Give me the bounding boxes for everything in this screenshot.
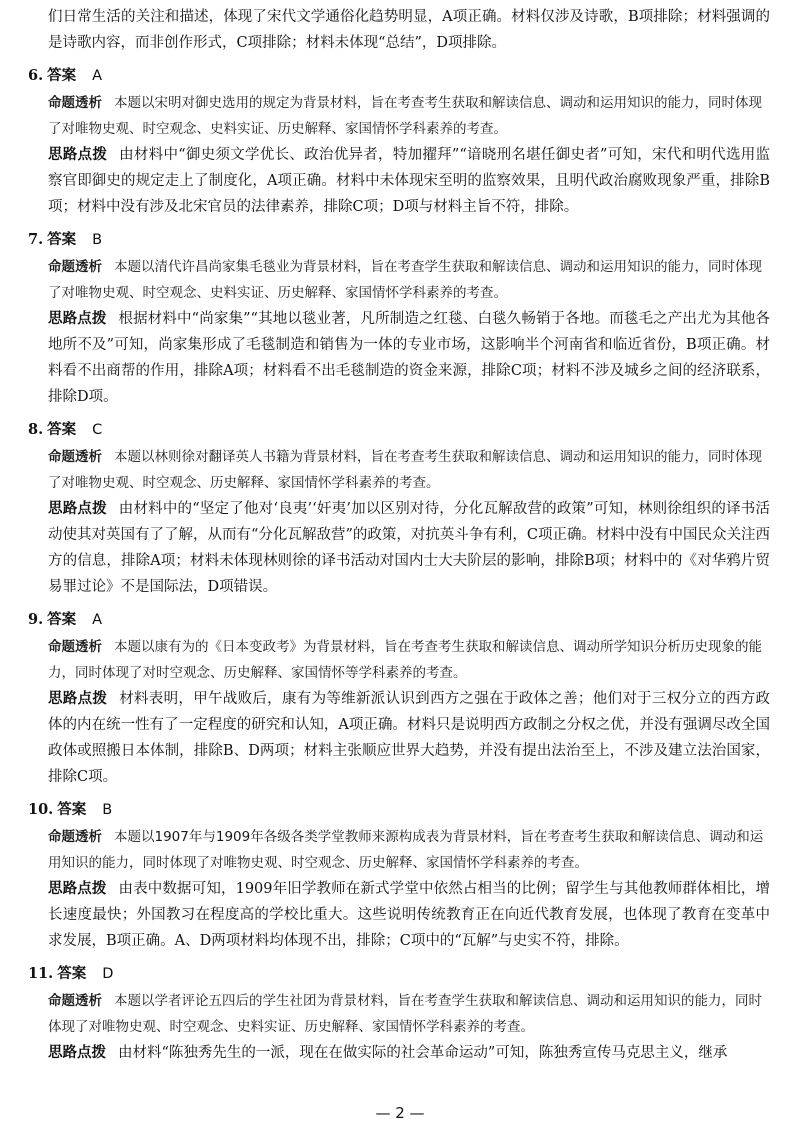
analysis-text: 本题以学者评论五四后的学生社团为背景材料，旨在考查学生获取和解读信息、调动和运用知识的能力，同时体现了对唯物史观、时空观念、史料实证、历史解释、家国情怀学科素养的考查。 (48, 993, 762, 1035)
hint-paragraph (48, 1040, 770, 1066)
analysis-paragraph (48, 90, 770, 142)
analysis-text: 本题以清代许昌尚家集毛毯业为背景材料，旨在考查学生获取和解读信息、调动和运用知识的能力，同时体现了对唯物史观、时空观念、史料实证、历史解释、家国情怀学科素养的考查。 (48, 259, 762, 301)
hint-text: 材料表明，甲午战败后，康有为等维新派认识到西方之强在于政体之善；他们对于三权分立的西方政体的内在统一性有了一定程度的研究和认知，A项正确。材料只是说明西方政制之分权之优，并没有强调尽改全国政体或照搬日本体制，排除B、D两项；材料主张顺应世界大趋势，并没有提出法治至上，不涉及建立法治国家，排除C项。 (48, 691, 771, 785)
question-list (28, 64, 771, 1066)
analysis-label: 命题透析 (48, 449, 102, 465)
answer-choice: B (102, 802, 113, 818)
answer-label: 答案 (47, 612, 77, 628)
answer-choice: A (92, 612, 103, 628)
analysis-text: 本题以1907年与1909年各级各类学堂教师来源构成表为背景材料，旨在考查考生获取和解读信息、调动和运用知识的能力，同时体现了对唯物史观、时空观念、历史解释、家国情怀学科素养的考查。 (48, 829, 764, 871)
hint-label: 思路点拨 (48, 311, 107, 327)
answer-label: 答案 (47, 68, 77, 84)
analysis-paragraph (48, 254, 770, 306)
hint-text: 由材料中的“坚定了他对‘良夷’‘奸夷’加以区别对待，分化瓦解敌营的政策”可知，林则徐组织的译书活动使其对英国有了了解，从而有“分化瓦解敌营”的政策，对抗英斗争有利，C项正确。材料中没有中国民众关注西方的信息，排除A项；材料未体现林则徐的译书活动对国内士大夫阶层的影响，排除B项；材料中的《对华鸦片贸易罪过论》不是国际法，D项错误。 (48, 501, 770, 595)
question-number: 7. (28, 231, 44, 248)
analysis-label: 命题透析 (48, 639, 102, 655)
answer-label: 答案 (47, 232, 77, 248)
question-block (28, 798, 770, 954)
hint-text: 由材料“陈独秀先生的一派，现在在做实际的社会革命运动”可知，陈独秀宣传马克思主义，继承 (118, 1045, 728, 1061)
hint-text: 由材料中“御史须文学优长、政治优异者，特加擢拜”“谙晓刑名堪任御史者”可知，宋代和明代选用监察官即御史的规定走上了制度化，A项正确。材料中未体现宋至明的监察效果，且明代政治腐败现象严重，排除B项；材料中没有涉及北宋官员的法律素养，排除C项；D项与材料主旨不符，排除。 (48, 147, 771, 215)
analysis-label: 命题透析 (48, 259, 102, 275)
hint-paragraph (48, 876, 770, 954)
hint-paragraph (48, 142, 770, 220)
question-number: 8. (28, 421, 44, 438)
answer-label: 答案 (57, 966, 87, 982)
hint-label: 思路点拨 (48, 881, 107, 897)
hint-paragraph (48, 306, 770, 410)
answer-label: 答案 (47, 422, 77, 438)
hint-label: 思路点拨 (48, 501, 107, 517)
answer-label: 答案 (57, 802, 87, 818)
hint-text: 由表中数据可知，1909年旧学教师在新式学堂中依然占相当的比例；留学生与其他教师群体相比，增长速度最快；外国教习在程度高的学校比重大。这些说明传统教育正在向近代教育发展，也体现了教育在变革中求发展，B项正确。A、D两项材料均体现不出，排除；C项中的“瓦解”与史实不符，排除。 (48, 881, 770, 949)
question-number: 11. (28, 965, 54, 982)
question-header (28, 418, 770, 442)
question-block (28, 64, 771, 220)
question-block (28, 608, 771, 790)
analysis-text: 本题以康有为的《日本变政考》为背景材料，旨在考查考生获取和解读信息、调动所学知识分析历史现象的能力，同时体现了对时空观念、历史解释、家国情怀等学科素养的考查。 (48, 639, 762, 681)
question-block (28, 228, 770, 410)
analysis-paragraph (48, 634, 770, 686)
answer-choice: D (102, 966, 114, 982)
analysis-label: 命题透析 (48, 993, 102, 1009)
hint-text: 根据材料中“尚家集”“其地以毯业著，凡所制造之红毯、白毯久畅销于各地。而毯毛之产出尤为其他各地所不及”可知，尚家集形成了毛毯制造和销售为一体的专业市场，这影响半个河南省和临近省份，B项正确。材料看不出商帮的作用，排除A项；材料看不出毛毯制造的资金来源，排除C项；材料不涉及城乡之间的经济联系，排除D项。 (48, 311, 770, 405)
question-header (28, 228, 770, 252)
analysis-text: 本题以宋明对御史选用的规定为背景材料，旨在考查考生获取和解读信息、调动和运用知识的能力，同时体现了对唯物史观、时空观念、史料实证、历史解释、家国情怀学科素养的考查。 (48, 95, 762, 137)
hint-label: 思路点拨 (48, 1045, 106, 1061)
question-block (28, 418, 770, 600)
hint-paragraph (48, 686, 770, 790)
analysis-label: 命题透析 (48, 829, 102, 845)
hint-label: 思路点拨 (48, 691, 108, 707)
analysis-text: 本题以林则徐对翻译英人书籍为背景材料，旨在考查考生获取和解读信息、调动和运用知识的能力，同时体现了对唯物史观、时空观念、历史解释、家国情怀学科素养的考查。 (48, 449, 762, 491)
question-number: 9. (28, 611, 44, 628)
question-header (28, 962, 770, 986)
answer-choice: A (92, 68, 103, 84)
question-header (28, 608, 770, 632)
answer-choice: B (92, 232, 103, 248)
hint-paragraph (48, 496, 770, 600)
question-block (28, 962, 770, 1066)
analysis-paragraph (48, 824, 770, 876)
hint-label: 思路点拨 (48, 147, 108, 163)
intro-paragraph: 们日常生活的关注和描述，体现了宋代文学通俗化趋势明显，A项正确。材料仅涉及诗歌，B项排除；材料强调的是诗歌内容，而非创作形式，C项排除；材料未体现“总结”，D项排除。 (48, 9, 770, 51)
question-number: 10. (28, 801, 54, 818)
analysis-paragraph (48, 988, 770, 1040)
question-header (28, 798, 770, 822)
question-number: 6. (28, 67, 44, 84)
answer-choice: C (92, 422, 103, 438)
page-number: — 2 — (375, 1104, 425, 1122)
analysis-label: 命题透析 (48, 95, 102, 111)
analysis-paragraph (48, 444, 770, 496)
question-header (28, 64, 770, 88)
